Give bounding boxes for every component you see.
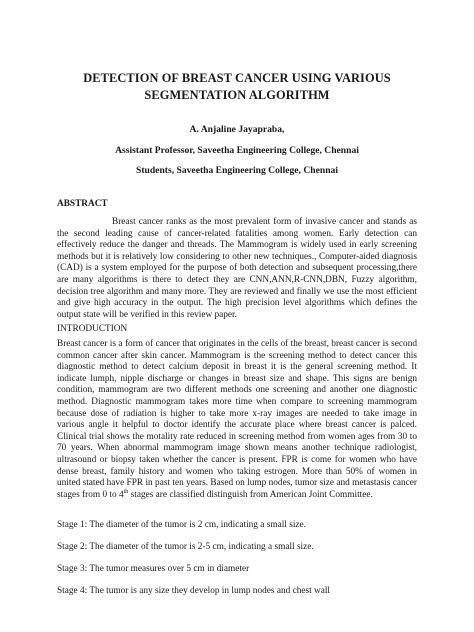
introduction-text: Breast cancer is a form of cancer that originates in the cells of the breast, breast cancer is second common cancer after skin cancer. Mammogram is the screening method to detect cancer this diagnostic method to detect calcium deposit in breast it is the general screening method. It indicate lumph, nipple discharge or changes in breast size and shape. This signs are benign condition, mammogram are two different methods one screening and another one diagnostic method. Diagnostic mammogram takes more time when compare to screening mammogram because dose of radiation is higher to take more x-ray images are needed to take image in various angle it helpful to doctor identify the accurate place where breast cancer is palced. Clinical trial shows the motality rate reduced in screening method from women ages from 30 to 70 years. When abnormal mammogram image shown means another technique radiologist, ultrasound or biopsy taken whether the cancer is present. FPR is come for women who have dense breast, family history and women who taking estrogen. More than 50% of women in united stated have FPR in past ten years. Based on lump nodes, tumor size and metastasis cancer stages from 0 to 4 [57,339,417,500]
stage-4: Stage 4: The tumor is any size they develop in lump nodes and chest wall [57,586,330,596]
author-affiliation: Assistant Professor, Saveetha Engineering College, Chennai [115,145,359,156]
paper-title [40,70,434,104]
abstract-heading: ABSTRACT [57,199,108,209]
abstract-paragraph [57,217,417,321]
stage-2: Stage 2: The diameter of the tumor is 2-5 cm, indicating a small size. [57,542,314,552]
introduction-heading: INTRODUCTION [57,324,128,334]
students-affiliation: Students, Saveetha Engineering College, Chennai [135,165,339,176]
title-line-2: SEGMENTATION ALGORITHM [144,88,330,102]
author-name: A. Anjaline Jayapraba, [189,124,285,135]
stage-3: Stage 3: The tumor measures over 5 cm in diameter [57,564,250,574]
stage-1: Stage 1: The diameter of the tumor is 2 cm, indicating a small size. [57,520,306,530]
introduction-superscript: th [123,488,129,495]
introduction-text-end: stages are classified distinguish from American Joint Committee. [128,489,373,500]
abstract-text: Breast cancer ranks as the most prevalent form of invasive cancer and stands as the second leading cause of cancer-related fatalities among women. Early detection can effectively reduce the danger and threads. The Mammogram is widely used in early screening methods but it is relatively low considering to other new techniques., Computer-aided diagnosis (CAD) is a system employed for the purpose of both detection and subsequent processing,there are many algorithms is there to detect they are CNN,ANN,R-CNN,DBN, Fuzzy algorithm, decision tree algorithm and many more. They are reviewed and finally we use the most efficient and give high accuracy in the output. The high precision level algorithms which defines the output state will be verified in this review paper. [57,217,417,320]
title-line-1: DETECTION OF BREAST CANCER USING VARIOUS [83,71,391,85]
introduction-paragraph [57,339,417,501]
